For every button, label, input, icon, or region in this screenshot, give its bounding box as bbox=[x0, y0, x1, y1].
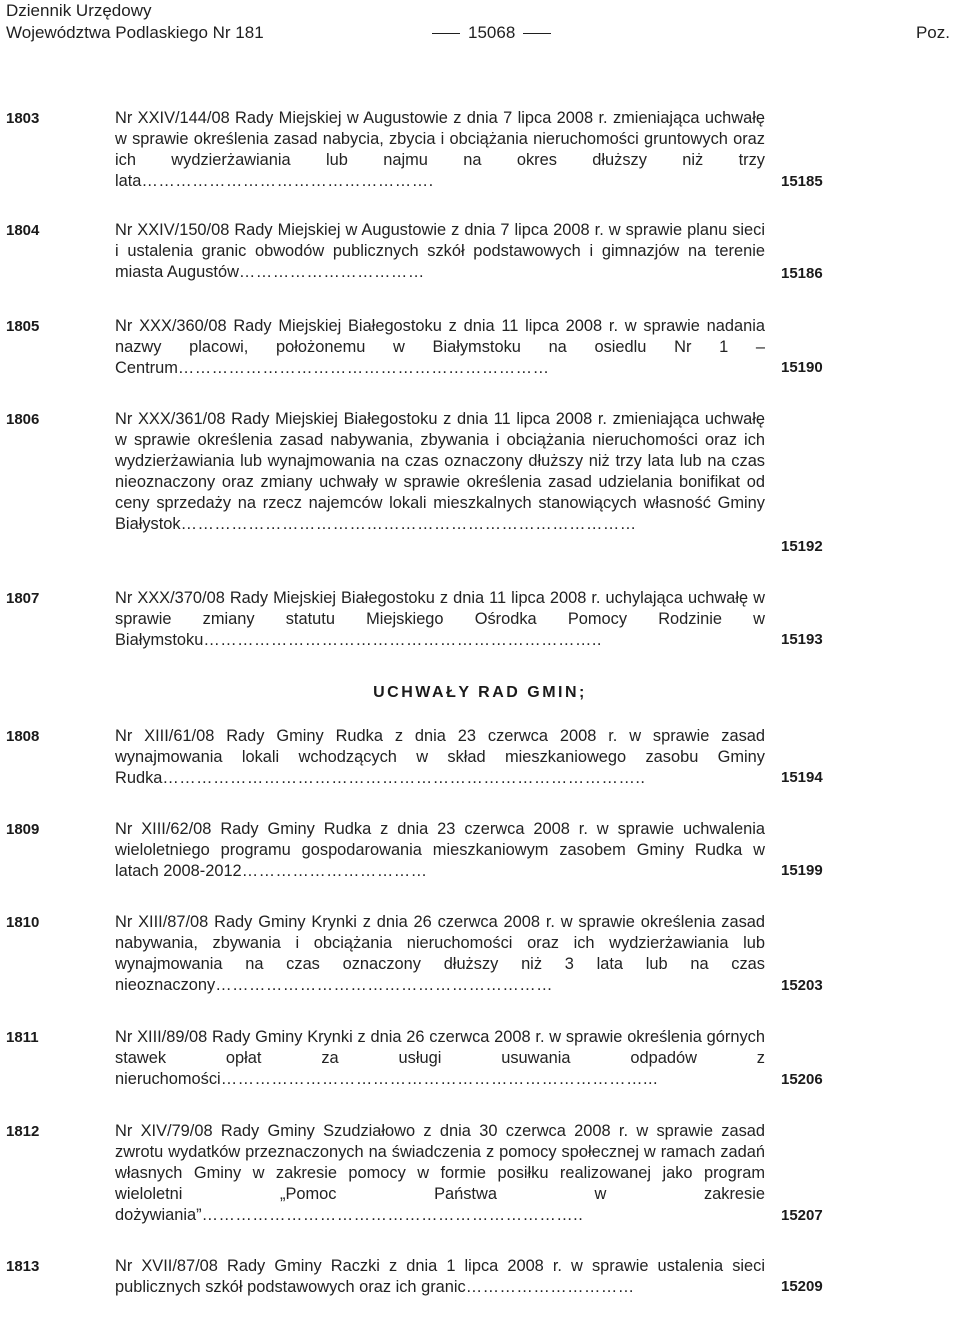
entry-text bbox=[115, 912, 765, 996]
entry-title: Nr XIV/79/08 Rady Gminy Szudziałowo z dnia 30 czerwca 2008 r. w sprawie zasad zwrotu wydatków przeznaczonych na świadczenia z pomocy społecznej w ramach zadań własnych Gminy w zakresie pomocy w formie posiłku realizowanej jako program wieloletni „Pomoc Państwa w zakresie dożywiania” bbox=[115, 1122, 765, 1224]
entry-title: Nr XXIV/144/08 Rady Miejskiej w Augustowie z dnia 7 lipca 2008 r. zmieniająca uchwałę w sprawie określenia zasad nabycia, zbycia i obciążania nieruchomości gruntowych oraz ich wydzierżawiania lub najmu na okres dłuższy niż trzy lata bbox=[115, 109, 765, 190]
entry-number: 1812 bbox=[6, 1123, 40, 1140]
poz-label: Poz. bbox=[915, 23, 950, 42]
entry-text bbox=[115, 1121, 765, 1226]
leader-dots: …………………………………………………………………... bbox=[220, 1070, 659, 1088]
leader-dots: …………………………………………………………….. bbox=[203, 631, 602, 649]
entry-number: 1809 bbox=[6, 821, 40, 838]
entry-page: 15199 bbox=[781, 862, 823, 879]
entry-number: 1806 bbox=[6, 411, 40, 428]
entry-page: 15194 bbox=[781, 769, 823, 786]
entry-text bbox=[115, 588, 765, 651]
entry-page: 15190 bbox=[781, 359, 823, 376]
entry-number: 1811 bbox=[6, 1029, 39, 1046]
entry-text bbox=[115, 726, 765, 789]
entry-page: 15209 bbox=[781, 1278, 823, 1295]
entry-title: Nr XXX/370/08 Rady Miejskiej Białegostoku z dnia 11 lipca 2008 r. uchylająca uchwałę w sprawie zmiany statutu Miejskiego Ośrodka Pomocy Rodzinie w Białymstoku bbox=[115, 589, 765, 649]
entry-number: 1807 bbox=[6, 590, 40, 607]
entry-page: 15207 bbox=[781, 1207, 823, 1224]
entry-text bbox=[115, 819, 765, 882]
entry-text bbox=[115, 316, 765, 379]
entry-number: 1813 bbox=[6, 1258, 40, 1275]
entry-text bbox=[115, 1256, 765, 1298]
leader-dots: ………………………………………………………… bbox=[177, 359, 550, 377]
entry-page: 15206 bbox=[781, 1071, 823, 1088]
page-number-group bbox=[424, 22, 559, 44]
entry-title: Nr XIII/87/08 Rady Gminy Krynki z dnia 26 czerwca 2008 r. w sprawie określenia zasad nabywania, zbywania i obciążania nieruchomości oraz ich wydzierżawiania lub wynajmowania na czas oznaczony dłuższy niż 3 lata lub na czas nieoznaczony bbox=[115, 913, 765, 994]
leader-dots: ………………………… bbox=[465, 1278, 635, 1296]
entry-page: 15186 bbox=[781, 265, 823, 282]
page-header bbox=[0, 0, 960, 48]
entry-page: 15193 bbox=[781, 631, 823, 648]
leader-dots: …………………………………………………… bbox=[215, 976, 554, 994]
entry-title: Nr XVII/87/08 Rady Gminy Raczki z dnia 1 lipca 2008 r. w sprawie ustalenia sieci publicznych szkół podstawowych oraz ich granic bbox=[115, 1257, 765, 1296]
leader-dots: ……………………………………………………………………… bbox=[180, 515, 637, 533]
dash-right bbox=[523, 33, 551, 34]
entry-page: 15192 bbox=[781, 538, 823, 555]
leader-dots: …………………………… bbox=[241, 862, 428, 880]
entry-title: Nr XIII/89/08 Rady Gminy Krynki z dnia 26 czerwca 2008 r. w sprawie określenia górnych stawek opłat za usługi usuwania odpadów z nieruchomości bbox=[115, 1028, 765, 1088]
leader-dots: ……………………………………………. bbox=[141, 172, 434, 190]
entry-number: 1808 bbox=[6, 728, 40, 745]
leader-dots: ………………………………………………………………………….. bbox=[162, 769, 646, 787]
entry-text bbox=[115, 409, 765, 535]
entry-title: Nr XXX/361/08 Rady Miejskiej Białegostoku z dnia 11 lipca 2008 r. zmieniająca uchwałę w sprawie określenia zasad nabywania, zbywania i obciążania nieruchomości oraz ich wydzierżawiania lub wynajmowania na czas oznaczony dłuższy niż trzy lata lub na czas nieoznaczony oraz zmiany uchwały w sprawie określenia zasad udzielania bonifikat od ceny sprzedaży na rzecz najemców lokali mieszkalnych stanowiących własność Gminy Białystok bbox=[115, 410, 765, 533]
page-number: 15068 bbox=[468, 23, 516, 42]
entry-number: 1804 bbox=[6, 222, 40, 239]
entry-title: Nr XXX/360/08 Rady Miejskiej Białegostoku z dnia 11 lipca 2008 r. w sprawie nadania nazwy placowi, położonemu w Białymstoku na osiedlu Nr 1 – Centrum bbox=[115, 317, 765, 377]
entry-page: 15185 bbox=[781, 173, 823, 190]
journal-subtitle: Województwa Podlaskiego Nr 181 bbox=[6, 23, 264, 42]
entry-title: Nr XXIV/150/08 Rady Miejskiej w Augustowie z dnia 7 lipca 2008 r. w sprawie planu sieci i ustalenia granic obwodów publicznych szkół podstawowych i gimnazjów na terenie miasta Augustów bbox=[115, 221, 765, 281]
leader-dots: ………………………………………………………….. bbox=[201, 1206, 584, 1224]
entry-number: 1805 bbox=[6, 318, 40, 335]
entry-page: 15203 bbox=[781, 977, 823, 994]
leader-dots: …………………………… bbox=[238, 263, 425, 281]
entry-number: 1803 bbox=[6, 110, 40, 127]
entry-text bbox=[115, 1027, 765, 1090]
entry-number: 1810 bbox=[6, 914, 40, 931]
entry-title: Nr XIII/62/08 Rady Gminy Rudka z dnia 23 czerwca 2008 r. w sprawie uchwalenia wieloletniego programu gospodarowania mieszkaniowym zasobem Gminy Rudka w latach 2008-2012 bbox=[115, 820, 765, 880]
entry-text bbox=[115, 220, 765, 283]
dash-left bbox=[432, 33, 460, 34]
entry-title: Nr XIII/61/08 Rady Gminy Rudka z dnia 23 czerwca 2008 r. w sprawie zasad wynajmowania lokali wchodzących w skład mieszkaniowego zasobu Gminy Rudka bbox=[115, 727, 765, 787]
section-title: UCHWAŁY RAD GMIN; bbox=[373, 684, 587, 701]
journal-title: Dziennik Urzędowy bbox=[6, 1, 152, 20]
entry-text bbox=[115, 108, 765, 192]
